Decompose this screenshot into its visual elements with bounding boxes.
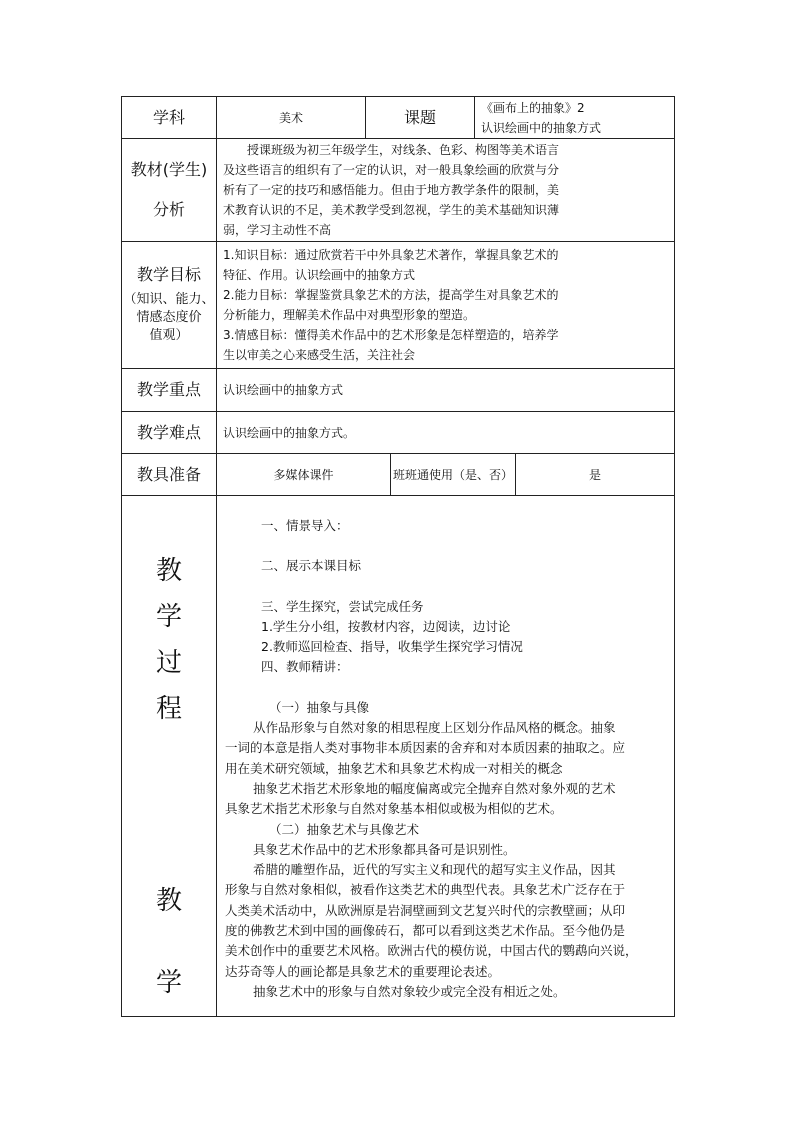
goals-label-sub1: （知识、能力、 [123, 292, 215, 307]
goals-label [122, 242, 217, 369]
focus-label: 教学重点 [122, 369, 217, 412]
process-paragraph-line: 具象艺术指艺术形象与自然对象基本相似或极为相似的艺术。 [225, 801, 563, 817]
lesson-title-line1: 《画布上的抽象》2 [481, 100, 585, 115]
analysis-label [122, 139, 217, 242]
process-subheading: （二）抽象艺术与具像艺术 [269, 821, 420, 837]
class-use-label: 班班通使用（是、否） [391, 454, 516, 496]
process-label-char: 教 [155, 556, 182, 586]
process-paragraph-line: 形象与自然对象相似，被看作这类艺术的典型代表。具象艺术广泛存在于 [225, 882, 626, 898]
subject-value: 美术 [217, 97, 366, 139]
process-label-char: 过 [155, 648, 182, 678]
goals-line: 分析能力，理解美术作品中对典型形象的塑造。 [223, 308, 476, 322]
tools-value: 多媒体课件 [217, 454, 391, 496]
goals-line: 3.情感目标：懂得美术作品中的艺术形象是怎样塑造的，培养学 [223, 328, 559, 342]
analysis-line: 弱，学习主动性不高 [223, 223, 332, 237]
process-paragraph-line: 达芬奇等人的画论都是具象艺术的重要理论表述。 [225, 963, 501, 979]
goals-label-main: 教学目标 [136, 265, 201, 284]
analysis-line: 析有了一定的技巧和感悟能力。但由于地方教学条件的限制，美 [223, 183, 560, 197]
process-paragraph-line: 抽象艺术指艺术形象地的幅度偏离或完全抛弃自然对象外观的艺术 [253, 780, 616, 796]
process-label-char: 学 [155, 602, 182, 632]
tools-label: 教具准备 [122, 454, 217, 496]
goals-row [122, 242, 675, 369]
goals-label-sub2: 情感态度价 [136, 310, 202, 325]
process-paragraph-line: 美术创作中的重要艺术风格。欧洲古代的模仿说，中国古代的鹦鹉向兴说， [225, 943, 638, 959]
analysis-label-line1: 教材(学生) [130, 160, 208, 179]
process-paragraph-line: 希腊的雕塑作品，近代的写实主义和现代的超写实主义作品，因其 [253, 862, 616, 878]
process-heading: 四、教师精讲： [261, 659, 349, 675]
goals-line: 特征、作用。认识绘画中的抽象方式 [223, 268, 416, 282]
process-subheading: （一）抽象与具像 [269, 699, 370, 715]
process-paragraph-line: 一词的本意是指人类对事物非本质因素的舍弃和对本质因素的抽取之。应 [225, 740, 626, 756]
process-paragraph-line: 度的佛教艺术到中国的画像砖石，都可以看到这类艺术作品。至今他仍是 [225, 923, 626, 939]
header-row [122, 97, 675, 139]
goals-line: 1.知识目标：通过欣赏若干中外具象艺术著作，掌握具象艺术的 [223, 248, 559, 262]
class-use-value: 是 [516, 454, 675, 496]
difficulty-text: 认识绘画中的抽象方式。 [217, 412, 675, 454]
lesson-title [475, 97, 675, 139]
analysis-label-line2: 分析 [152, 200, 185, 219]
process-label-char: 学 [155, 968, 182, 998]
process-heading: 三、学生探究，尝试完成任务 [261, 598, 424, 614]
goals-text [217, 242, 675, 369]
process-paragraph-line: 用在美术研究领域，抽象艺术和具象艺术构成一对相关的概念 [225, 760, 563, 776]
difficulty-label: 教学难点 [122, 412, 217, 454]
process-step: 2.教师巡回检查、指导，收集学生探究学习情况 [261, 639, 523, 655]
process-step: 1.学生分小组，按教材内容，边阅读，边讨论 [261, 618, 511, 634]
process-paragraph-line: 从作品形象与自然对象的相思程度上区划分作品风格的概念。抽象 [253, 720, 616, 736]
goals-line: 生以审美之心来感受生活，关注社会 [223, 348, 416, 362]
analysis-line: 术教育认识的不足，美术教学受到忽视，学生的美术基础知识薄 [223, 203, 560, 217]
analysis-line: 授课班级为初三年级学生，对线条、色彩、构图等美术语言 [247, 143, 560, 157]
process-label-char: 程 [155, 694, 182, 724]
process-paragraph-line: 人类美术活动中，从欧洲原是岩洞壁画到文艺复兴时代的宗教壁画；从印 [225, 902, 626, 918]
lesson-plan-table [121, 96, 675, 1017]
process-row [122, 496, 675, 1017]
difficulty-row [122, 412, 675, 454]
goals-label-sub3: 值观） [149, 328, 189, 343]
analysis-line: 及这些语言的组织有了一定的认识，对一般具象绘画的欣赏与分 [223, 163, 560, 177]
process-paragraph-line: 抽象艺术中的形象与自然对象较少或完全没有相近之处。 [253, 983, 566, 999]
process-paragraph-line: 具象艺术作品中的艺术形象都具备可是识别性。 [253, 841, 516, 857]
lesson-title-line2: 认识绘画中的抽象方式 [481, 120, 602, 135]
analysis-text [217, 139, 675, 242]
focus-row [122, 369, 675, 412]
analysis-row [122, 139, 675, 242]
process-label-char: 教 [155, 886, 182, 916]
process-heading: 二、展示本课目标 [261, 558, 362, 574]
process-label [122, 496, 217, 1017]
process-content [217, 496, 675, 1017]
process-heading: 一、情景导入： [261, 518, 349, 533]
lesson-label: 课题 [366, 97, 475, 139]
subject-label: 学科 [122, 97, 217, 139]
tools-row [122, 454, 675, 496]
focus-text: 认识绘画中的抽象方式 [217, 369, 675, 412]
goals-line: 2.能力目标：掌握鉴赏具象艺术的方法，提高学生对具象艺术的 [223, 288, 559, 302]
